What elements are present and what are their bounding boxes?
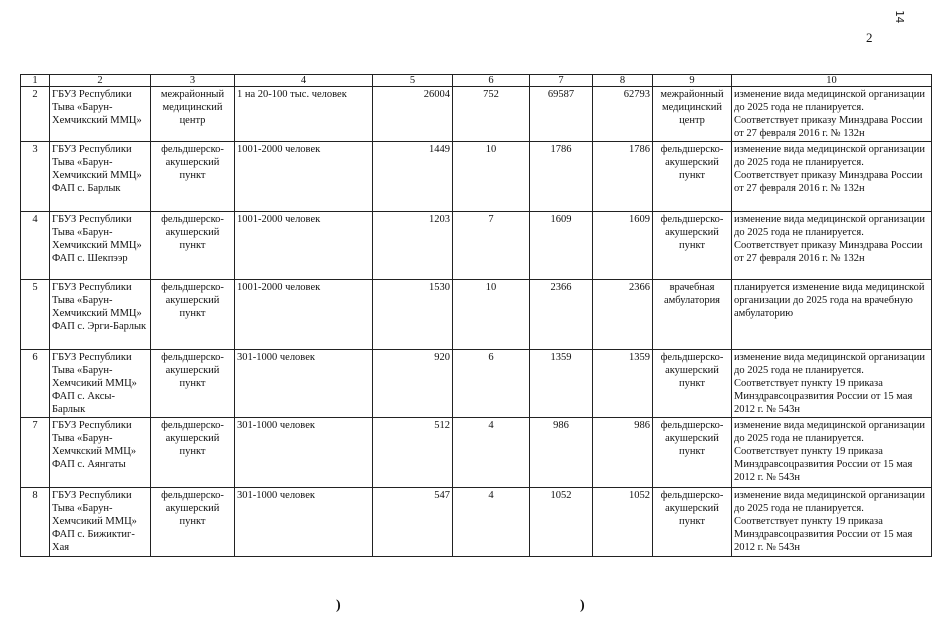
header-cell: 8 (593, 75, 653, 87)
organization-name-cell: ГБУЗ Республики Тыва «Барун-Хемчикский ММЦ» ФАП с. Эрги-Барлык (50, 280, 151, 350)
row-number-cell: 6 (21, 350, 50, 418)
population-cell: 1 на 20-100 тыс. человек (235, 87, 373, 142)
table-row (21, 488, 932, 557)
population-cell: 301-1000 человек (235, 488, 373, 557)
note-cell: изменение вида медицинской организации до 2025 года не планируется. Соответствует пункту 19 приказа Минздравсоцразвития России от 15 мая 2012 г. № 543н (732, 488, 932, 557)
header-cell: 1 (21, 75, 50, 87)
header-cell: 10 (732, 75, 932, 87)
population-cell: 1001-2000 человек (235, 212, 373, 280)
organization-name-cell: ГБУЗ Республики Тыва «Барун-Хемчикский ММЦ» (50, 87, 151, 142)
table-row (21, 142, 932, 212)
header-cell: 4 (235, 75, 373, 87)
population-cell: 301-1000 человек (235, 350, 373, 418)
value-cell-6: 4 (453, 418, 530, 488)
header-cell: 6 (453, 75, 530, 87)
value-cell-6: 6 (453, 350, 530, 418)
value-cell-8: 1786 (593, 142, 653, 212)
value-cell-5: 512 (373, 418, 453, 488)
row-number-cell: 4 (21, 212, 50, 280)
note-cell: планируется изменение вида медицинской организации до 2025 года на врачебную амбулаторию (732, 280, 932, 350)
organization-name-cell: ГБУЗ Республики Тыва «Барун-Хемчкский ММЦ» ФАП с. Аянгаты (50, 418, 151, 488)
value-cell-5: 547 (373, 488, 453, 557)
target-kind-cell: врачебная амбулатория (653, 280, 732, 350)
target-kind-cell: межрайонный медицинский центр (653, 87, 732, 142)
note-cell: изменение вида медицинской организации до 2025 года не планируется. Соответствует приказу Минздрава России от 27 февраля 2016 г. № 132н (732, 87, 932, 142)
note-cell: изменение вида медицинской организации до 2025 года не планируется. Соответствует пункту 19 приказа Минздравсоцразвития России от 15 мая 2012 г. № 543н (732, 418, 932, 488)
note-cell: изменение вида медицинской организации до 2025 года не планируется. Соответствует приказу Минздрава России от 27 февраля 2016 г. № 132н (732, 142, 932, 212)
table-row (21, 212, 932, 280)
target-kind-cell: фельдшерско-акушерский пункт (653, 488, 732, 557)
organization-name-cell: ГБУЗ Республики Тыва «Барун-Хемчсикий ММЦ» ФАП с. Бижиктиг-Хая (50, 488, 151, 557)
bottom-left-mark: ) (336, 598, 341, 613)
target-kind-cell: фельдшерско-акушерский пункт (653, 212, 732, 280)
value-cell-5: 1449 (373, 142, 453, 212)
organization-name-cell: ГБУЗ Республики Тыва «Барун-Хемчсикий ММЦ» ФАП с. Аксы-Барлык (50, 350, 151, 418)
row-number-cell: 2 (21, 87, 50, 142)
target-kind-cell: фельдшерско-акушерский пункт (653, 350, 732, 418)
row-number-cell: 5 (21, 280, 50, 350)
target-kind-cell: фельдшерско-акушерский пункт (653, 418, 732, 488)
note-cell: изменение вида медицинской организации до 2025 года не планируется. Соответствует приказу Минздрава России от 27 февраля 2016 г. № 132н (732, 212, 932, 280)
target-kind-cell: фельдшерско-акушерский пункт (653, 142, 732, 212)
value-cell-6: 10 (453, 142, 530, 212)
note-cell: изменение вида медицинской организации до 2025 года не планируется. Соответствует пункту 19 приказа Минздравсоцразвития России от 15 мая 2012 г. № 543н (732, 350, 932, 418)
page-number: 2 (866, 30, 873, 45)
facility-type-cell: межрайонный медицинский центр (151, 87, 235, 142)
bottom-right-mark: ) (580, 598, 585, 613)
table-row (21, 280, 932, 350)
row-number-cell: 7 (21, 418, 50, 488)
value-cell-6: 752 (453, 87, 530, 142)
value-cell-6: 7 (453, 212, 530, 280)
table-row (21, 418, 932, 488)
value-cell-6: 4 (453, 488, 530, 557)
value-cell-7: 2366 (530, 280, 593, 350)
population-cell: 301-1000 человек (235, 418, 373, 488)
value-cell-6: 10 (453, 280, 530, 350)
value-cell-8: 1052 (593, 488, 653, 557)
organization-name-cell: ГБУЗ Республики Тыва «Барун-Хемчикский ММЦ» ФАП с. Шекпээр (50, 212, 151, 280)
row-number-cell: 3 (21, 142, 50, 212)
facility-type-cell: фельдшерско-акушерский пункт (151, 280, 235, 350)
value-cell-5: 920 (373, 350, 453, 418)
value-cell-8: 62793 (593, 87, 653, 142)
corner-handwritten-mark: 14 (893, 10, 906, 24)
facility-type-cell: фельдшерско-акушерский пункт (151, 418, 235, 488)
organization-name-cell: ГБУЗ Республики Тыва «Барун-Хемчикский ММЦ» ФАП с. Барлык (50, 142, 151, 212)
population-cell: 1001-2000 человек (235, 142, 373, 212)
value-cell-8: 986 (593, 418, 653, 488)
table-row (21, 350, 932, 418)
header-cell: 5 (373, 75, 453, 87)
header-cell: 9 (653, 75, 732, 87)
facility-type-cell: фельдшерско-акушерский пункт (151, 212, 235, 280)
value-cell-5: 26004 (373, 87, 453, 142)
registry-table (20, 74, 932, 557)
facility-type-cell: фельдшерско-акушерский пункт (151, 488, 235, 557)
table-header-row (21, 75, 932, 87)
header-cell: 2 (50, 75, 151, 87)
population-cell: 1001-2000 человек (235, 280, 373, 350)
value-cell-5: 1203 (373, 212, 453, 280)
value-cell-7: 1052 (530, 488, 593, 557)
value-cell-5: 1530 (373, 280, 453, 350)
row-number-cell: 8 (21, 488, 50, 557)
value-cell-7: 1359 (530, 350, 593, 418)
value-cell-7: 69587 (530, 87, 593, 142)
header-cell: 7 (530, 75, 593, 87)
value-cell-8: 2366 (593, 280, 653, 350)
value-cell-8: 1359 (593, 350, 653, 418)
facility-type-cell: фельдшерско-акушерский пункт (151, 350, 235, 418)
header-cell: 3 (151, 75, 235, 87)
value-cell-7: 986 (530, 418, 593, 488)
value-cell-7: 1609 (530, 212, 593, 280)
value-cell-7: 1786 (530, 142, 593, 212)
table-row (21, 87, 932, 142)
facility-type-cell: фельдшерско-акушерский пункт (151, 142, 235, 212)
value-cell-8: 1609 (593, 212, 653, 280)
